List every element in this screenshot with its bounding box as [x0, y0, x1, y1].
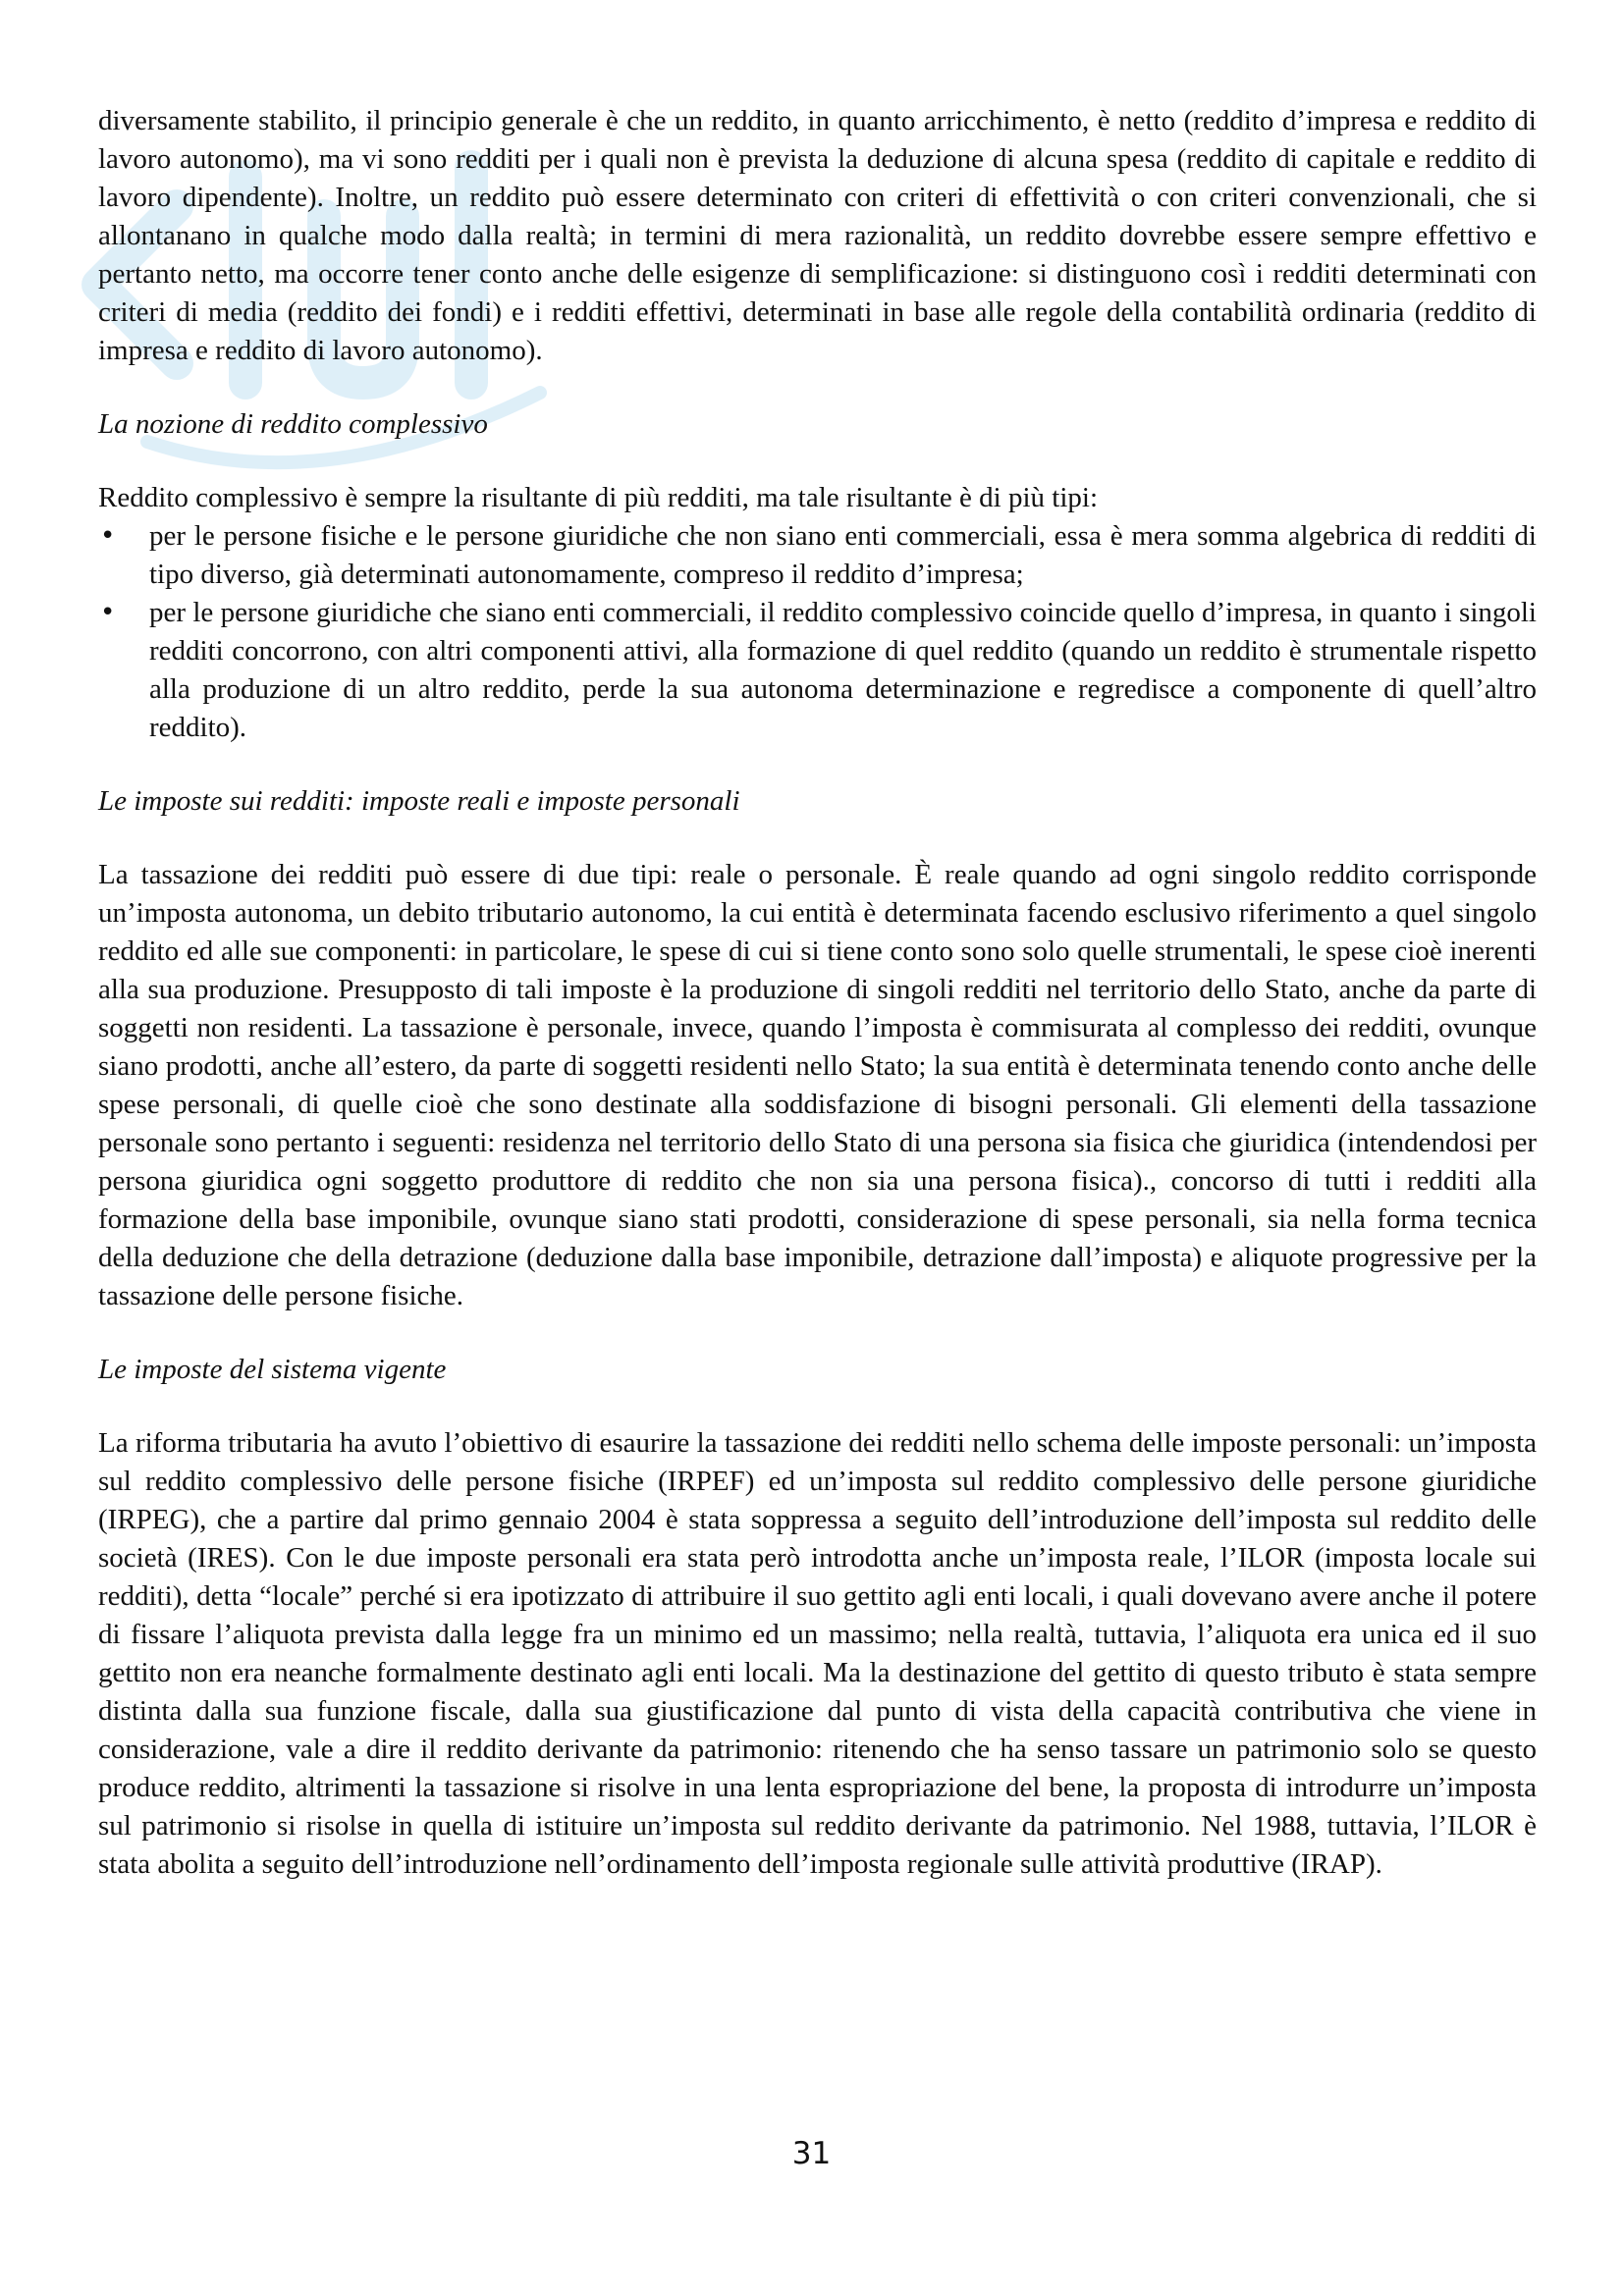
list-item-text: per le persone fisiche e le persone giuridiche che non siano enti commerciali, essa è mera somma algebrica di redditi di tipo diverso, già determinati autonomamente, compreso il reddito d’impresa;: [149, 520, 1537, 590]
page-content: [98, 102, 1537, 1884]
section-sistema-vigente: [98, 1351, 1537, 1884]
section-intro-text: Reddito complessivo è sempre la risultante di più redditi, ma tale risultante è di più tipi:: [98, 482, 1099, 513]
page-number: 31: [791, 2136, 832, 2171]
list-item: [98, 517, 1537, 594]
list-item: [98, 594, 1537, 747]
section-heading: La nozione di reddito complessivo: [98, 408, 488, 440]
bullet-icon: •: [100, 521, 116, 551]
list-item-text: per le persone giuridiche che siano enti commerciali, il reddito complessivo coincide quello d’impresa, in quanto i singoli redditi concorrono, con altri componenti attivi, alla formazione di quel reddito (quando un reddito è strumentale rispetto alla produzione di un altro reddito, perde la sua autonoma determinazione e regredisce a componente di quell’altro reddito).: [149, 597, 1537, 743]
section-body-text: La tassazione dei redditi può essere di due tipi: reale o personale. È reale quando ad ogni singolo reddito corrisponde un’imposta autonoma, un debito tributario autonomo, la cui entità è determinata facendo esclusivo riferimento a quel singolo reddito ed alle sue componenti: in particolare, le spese di cui si tiene conto sono solo quelle strumentali, le spese cioè inerenti alla sua produzione. Presupposto di tali imposte è la produzione di singoli redditi nel territorio dello Stato, anche da parte di soggetti non residenti. La tassazione è personale, invece, quando l’imposta è commisurata al complesso dei redditi, ovunque siano prodotti, anche all’estero, da parte di soggetti residenti nello Stato; la sua entità è determinata tenendo conto anche delle spese personali, di quelle cioè che sono destinate alla soddisfazione di bisogni personali. Gli elementi della tassazione personale sono pertanto i seguenti: residenza nel territorio dello Stato di una persona sia fisica che giuridica (intendendosi per persona giuridica ogni soggetto produttore di reddito che non sia una persona fisica)., concorso di tutti i redditi alla formazione della base imponibile, ovunque siano stati prodotti, considerazione di spese personali, sia nella forma tecnica della deduzione che della detrazione (deduzione dalla base imponibile, detrazione dall’imposta) e aliquote progressive per la tassazione delle persone fisiche.: [98, 859, 1537, 1311]
section-heading: Le imposte del sistema vigente: [98, 1354, 447, 1385]
paragraph-intro: diversamente stabilito, il principio generale è che un reddito, in quanto arricchimento, è netto (reddito d’impresa e reddito di lavoro autonomo), ma vi sono redditi per i quali non è prevista la deduzione di alcuna spesa (reddito di capitale e reddito di lavoro dipendente). Inoltre, un reddito può essere determinato con criteri di effettività o con criteri convenzionali, che si allontanano in qualche modo dalla realtà; in termini di mera razionalità, un reddito dovrebbe essere sempre effettivo e pertanto netto, ma occorre tener conto anche delle esigenze di semplificazione: si distinguono così i redditi determinati con criteri di media (reddito dei fondi) e i redditi effettivi, determinati in base alle regole della contabilità ordinaria (reddito di impresa e reddito di lavoro autonomo).: [98, 105, 1537, 366]
section-imposte-reali-personali: [98, 782, 1537, 1315]
section-heading: Le imposte sui redditi: imposte reali e imposte personali: [98, 785, 740, 817]
section-reddito-complessivo: [98, 405, 1537, 747]
bullet-list: [98, 517, 1537, 747]
bullet-icon: •: [100, 598, 116, 627]
section-body-text: La riforma tributaria ha avuto l’obiettivo di esaurire la tassazione dei redditi nello schema delle imposte personali: un’imposta sul reddito complessivo delle persone fisiche (IRPEF) ed un’imposta sul reddito complessivo delle persone giuridiche (IRPEG), che a partire dal primo gennaio 2004 è stata soppressa a seguito dell’introduzione dell’imposta sul reddito delle società (IRES). Con le due imposte personali era stata però introdotta anche un’imposta reale, l’ILOR (imposta locale sui redditi), detta “locale” perché si era ipotizzato di attribuire il suo gettito agli enti locali, i quali dovevano avere anche il potere di fissare l’aliquota prevista dalla legge fra un minimo ed un massimo; nella realtà, tuttavia, l’aliquota era unica ed il suo gettito non era neanche formalmente destinato agli enti locali. Ma la destinazione del gettito di questo tributo è stata sempre distinta dalla sua funzione fiscale, dalla sua giustificazione dal punto di vista della capacità contributiva che viene in considerazione, vale a dire il reddito derivante da patrimonio: ritenendo che ha senso tassare un patrimonio solo se questo produce reddito, altrimenti la tassazione si risolve in una lenta espropriazione del bene, la proposta di introdurre un’imposta sul patrimonio si risolse in quella di istituire un’imposta sul reddito derivante da patrimonio. Nel 1988, tuttavia, l’ILOR è stata abolita a seguito dell’introduzione nell’ordinamento dell’imposta regionale sulle attività produttive (IRAP).: [98, 1427, 1537, 1880]
